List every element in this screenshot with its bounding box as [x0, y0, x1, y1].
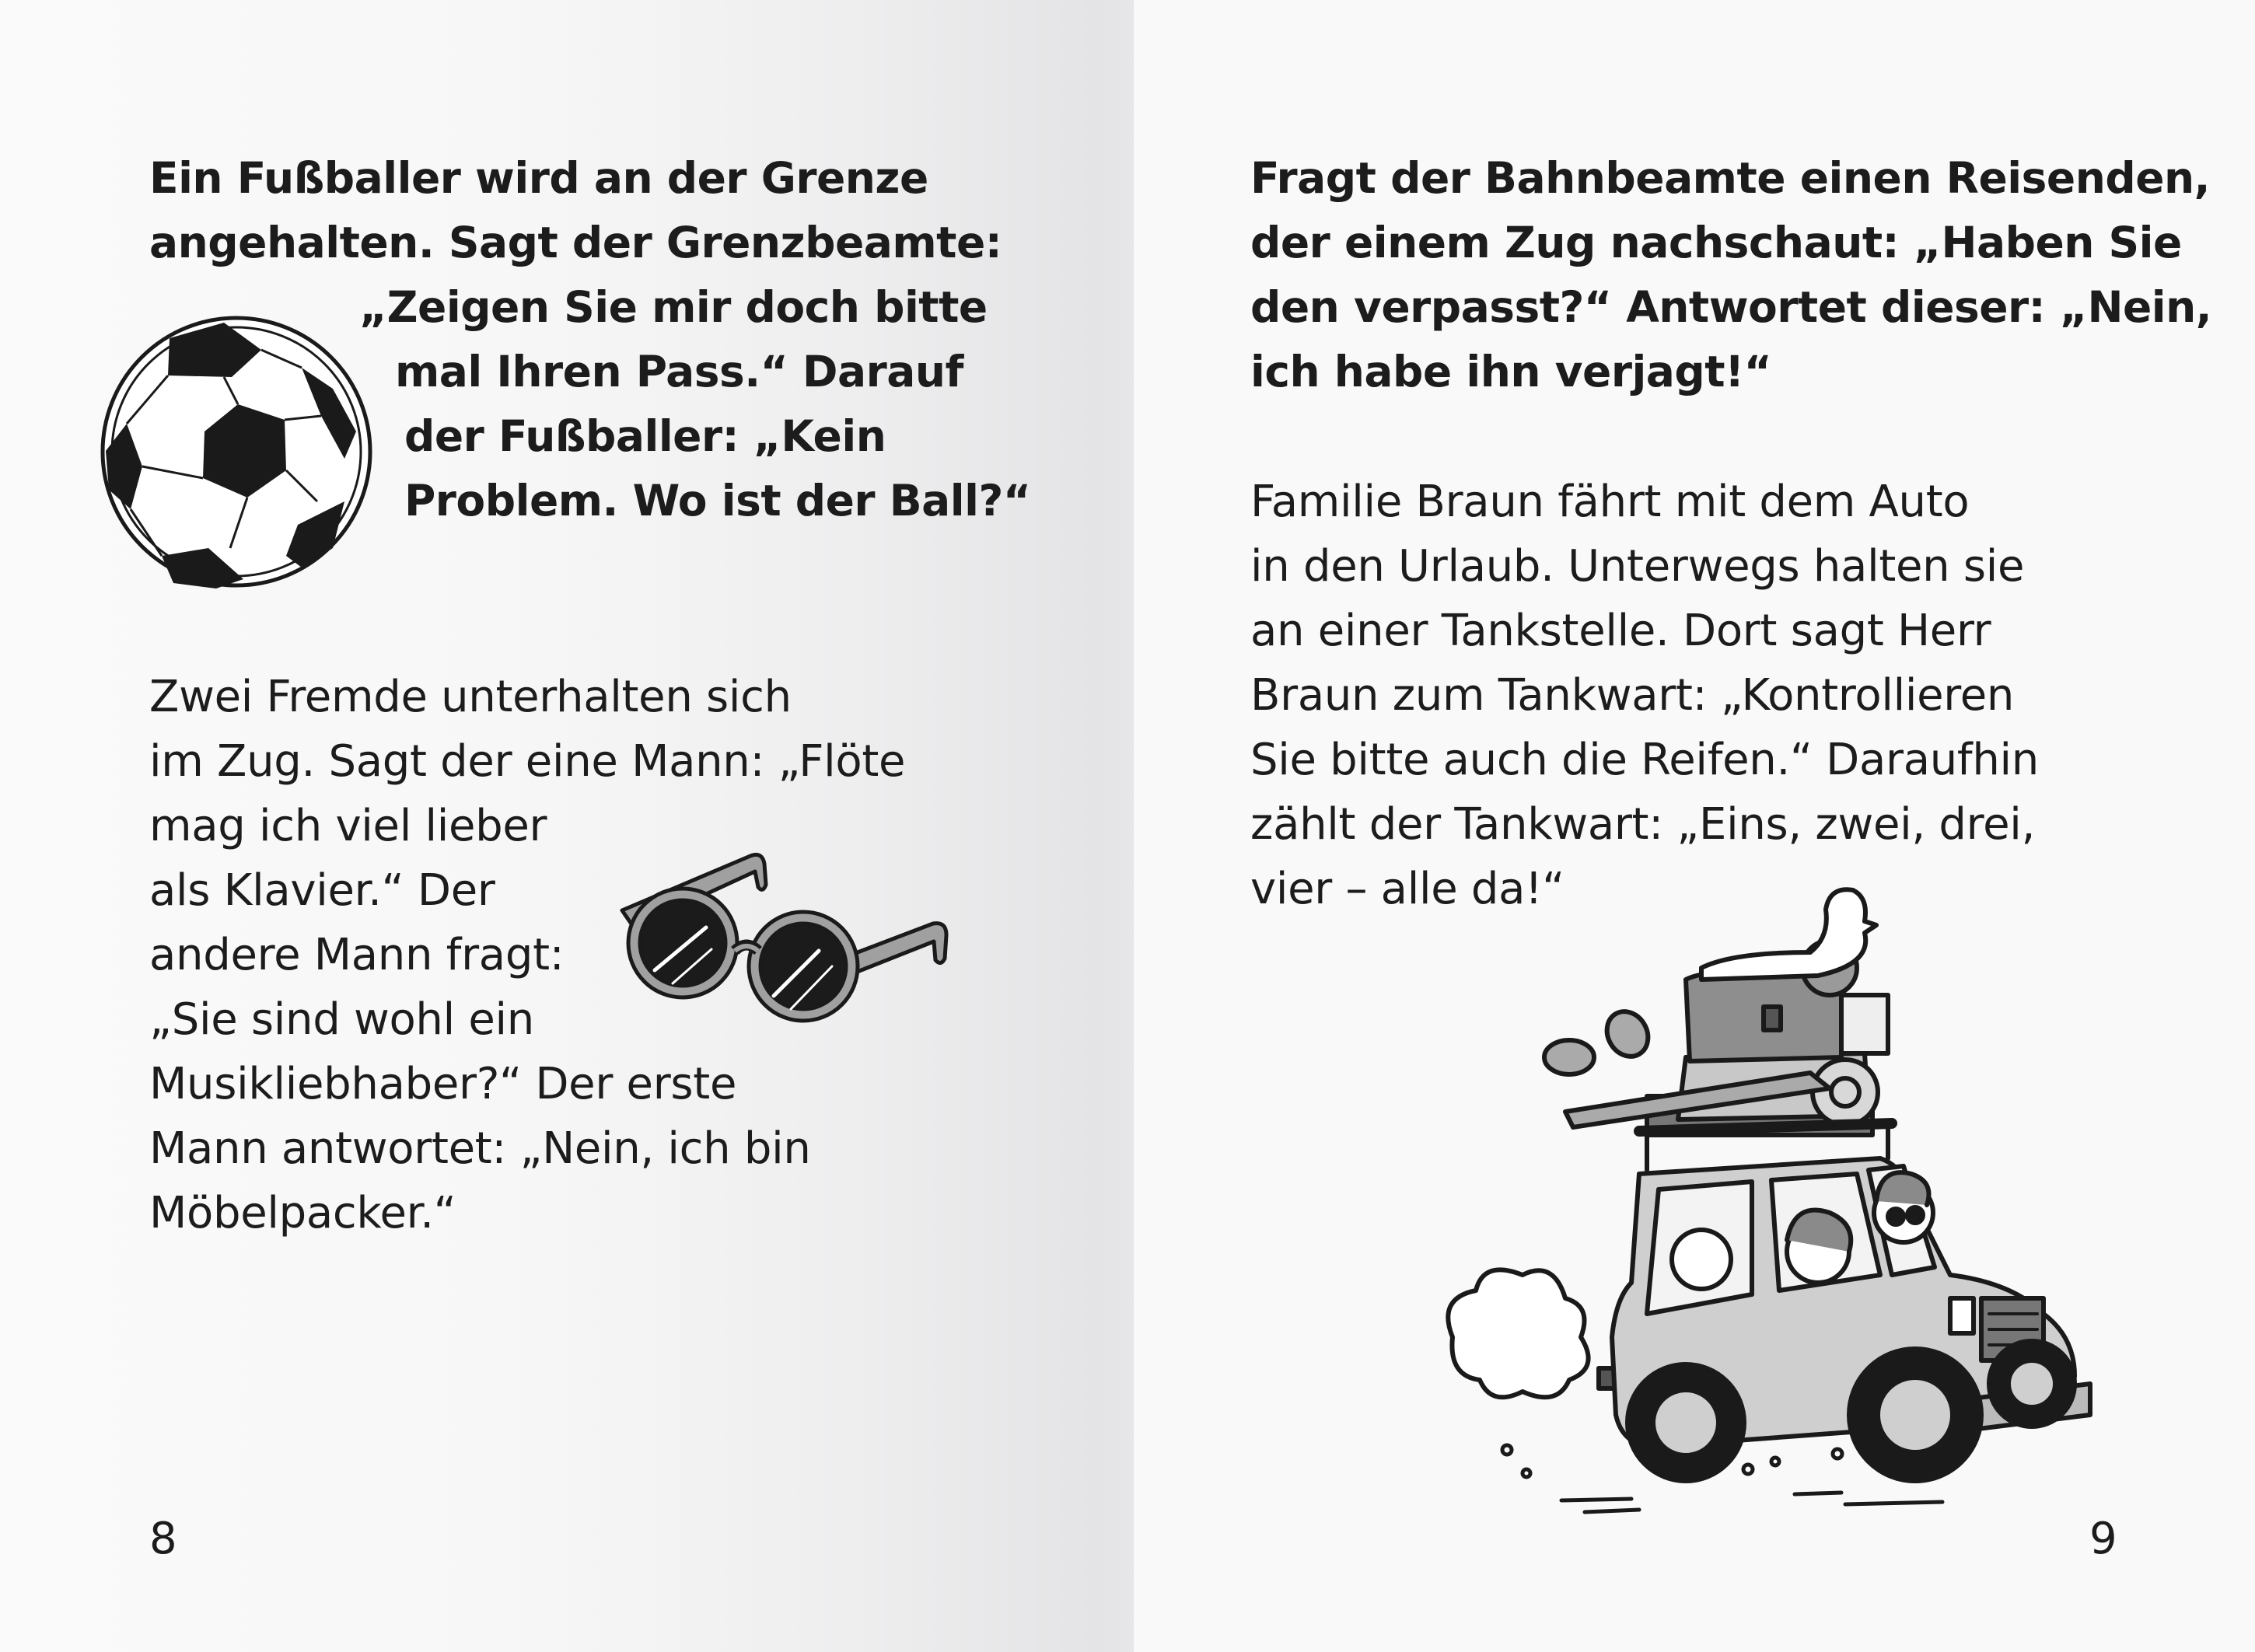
joke2-line: „Sie sind wohl ein [149, 994, 534, 1045]
joke1-line: „Zeigen Sie mir doch bitte [359, 282, 988, 332]
joke2-line: als Klavier.“ Der [149, 865, 495, 916]
sunglasses-icon [618, 850, 953, 1009]
joke2-line: Mann antwortet: „Nein, ich bin [149, 1123, 811, 1174]
football-icon [100, 315, 373, 589]
joke4-line: in den Urlaub. Unterwegs halten sie [1250, 541, 2025, 592]
joke2-line: mag ich viel lieber [149, 801, 547, 851]
joke2-line: Zwei Fremde unterhalten sich [149, 672, 792, 722]
joke1-line: Problem. Wo ist der Ball?“ [404, 476, 1031, 526]
joke2-line: Musikliebhaber?“ Der erste [149, 1059, 737, 1109]
right-page [1134, 0, 2255, 1652]
joke3-line: ich habe ihn verjagt!“ [1250, 347, 1772, 396]
joke4-line: Braun zum Tankwart: „Kontrollieren [1250, 670, 2015, 721]
page-number-left: 8 [149, 1514, 177, 1564]
joke4-line: vier – alle da!“ [1250, 864, 1565, 914]
joke1-line: der Fußballer: „Kein [404, 411, 886, 461]
joke4-line: an einer Tankstelle. Dort sagt Herr [1250, 606, 1991, 656]
joke4-line: zählt der Tankwart: „Eins, zwei, drei, [1250, 799, 2036, 850]
joke3-line: Fragt der Bahnbeamte einen Reisenden, [1250, 153, 2211, 203]
joke4-line: Sie bitte auch die Reifen.“ Daraufhin [1250, 735, 2039, 785]
family-car-icon [1406, 933, 2106, 1524]
joke2-line: im Zug. Sagt der eine Mann: „Flöte [149, 736, 906, 787]
page-number-right: 9 [2089, 1514, 2117, 1564]
joke1-line: mal Ihren Pass.“ Darauf [395, 347, 963, 396]
joke1-line: Ein Fußballer wird an der Grenze [149, 153, 928, 203]
joke1-line: angehalten. Sagt der Grenzbeamte: [149, 218, 1002, 267]
joke3-line: den verpasst?“ Antwortet dieser: „Nein, [1250, 282, 2212, 332]
joke2-line: andere Mann fragt: [149, 930, 565, 980]
joke2-line: Möbelpacker.“ [149, 1188, 456, 1238]
joke4-line: Familie Braun fährt mit dem Auto [1250, 477, 1970, 527]
joke3-line: der einem Zug nachschaut: „Haben Sie [1250, 218, 2182, 267]
